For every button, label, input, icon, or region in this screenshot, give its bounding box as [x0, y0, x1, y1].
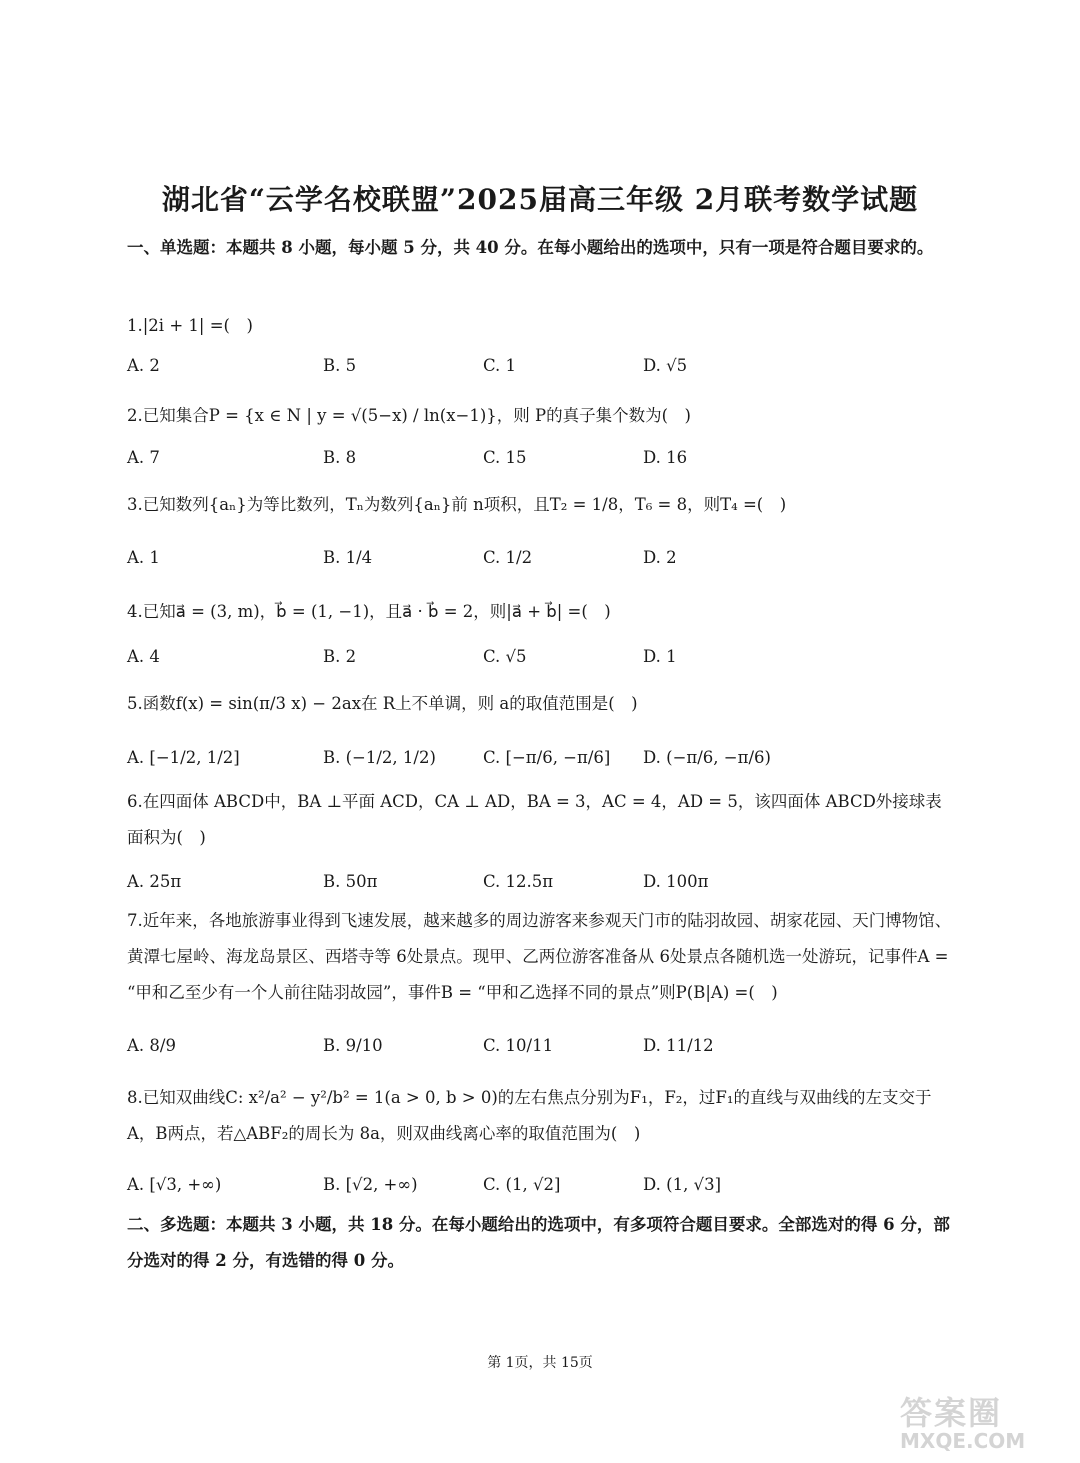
option-b: B. 1/4 — [323, 548, 373, 567]
option-c: C. 10/11 — [483, 1036, 554, 1055]
watermark-url: MXQE.COM — [900, 1429, 1026, 1453]
option-d: D. 100π — [643, 872, 709, 891]
option-a: A. 4 — [127, 647, 160, 666]
question-8-options — [127, 1167, 957, 1203]
option-a: A. 1 — [127, 548, 160, 567]
option-a: A. [√3, +∞) — [127, 1175, 222, 1194]
option-a: A. 7 — [127, 448, 160, 467]
page-title: 湖北省“云学名校联盟”2025届高三年级 2月联考数学试题 — [161, 183, 919, 216]
option-b: B. 5 — [323, 356, 357, 375]
question-3-options — [127, 540, 957, 576]
option-d: D. 2 — [643, 548, 677, 567]
option-b: B. 8 — [323, 448, 357, 467]
option-a: A. 8/9 — [127, 1036, 176, 1055]
question-6-options — [127, 864, 957, 900]
option-c: C. [−π/6, −π/6] — [483, 748, 611, 767]
page-footer: 第 1页，共 15页 — [487, 1355, 593, 1371]
option-d: D. (1, √3] — [643, 1175, 722, 1194]
question-7: 7.近年来，各地旅游事业得到飞速发展，越来越多的周边游客来参观天门市的陆羽故园、胡家花园、天门博物馆、黄潭七屋岭、海龙岛景区、西塔寺等 6处景点。现甲、乙两位游客准备从 6处景点各随机选一处游玩，记事件A = “甲和乙至少有一个人前往陆羽故园”，事件B = “甲和乙选择不同的景点”则P(B|A) =( ) — [127, 911, 952, 1002]
option-c: C. √5 — [483, 647, 527, 666]
option-c: C. 15 — [483, 448, 527, 467]
question-5-options — [127, 740, 957, 776]
option-d: D. √5 — [643, 356, 688, 375]
option-a: A. 2 — [127, 356, 160, 375]
question-5: 5.函数f(x) = sin(π/3 x) − 2ax在 R上不单调，则 a的取值范围是( ) — [127, 694, 638, 713]
option-c: C. 12.5π — [483, 872, 554, 891]
option-c: C. (1, √2] — [483, 1175, 561, 1194]
option-c: C. 1 — [483, 356, 517, 375]
question-7-options — [127, 1028, 957, 1064]
option-b: B. 2 — [323, 647, 357, 666]
question-1: 1.|2i + 1| =( ) — [127, 316, 253, 335]
option-d: D. 1 — [643, 647, 677, 666]
question-4-options — [127, 639, 957, 675]
option-b: B. [√2, +∞) — [323, 1175, 418, 1194]
option-b: B. 9/10 — [323, 1036, 383, 1055]
question-6: 6.在四面体 ABCD中，BA ⊥平面 ACD，CA ⊥ AD，BA = 3，AC = 4，AD = 5，该四面体 ABCD外接球表面积为( ) — [127, 792, 942, 847]
option-d: D. 11/12 — [643, 1036, 714, 1055]
option-d: D. (−π/6, −π/6) — [643, 748, 771, 767]
option-d: D. 16 — [643, 448, 688, 467]
section-heading-multiple-choice: 二、多选题：本题共 3 小题，共 18 分。在每小题给出的选项中，有多项符合题目要求。全部选对的得 6 分，部分选对的得 2 分，有选错的得 0 分。 — [127, 1215, 950, 1270]
question-3: 3.已知数列{aₙ}为等比数列，Tₙ为数列{aₙ}前 n项积，且T₂ = 1/8，T₆ = 8，则T₄ =( ) — [127, 495, 787, 514]
option-b: B. 50π — [323, 872, 378, 891]
option-a: A. [−1/2, 1/2] — [127, 748, 240, 767]
question-2-options — [127, 440, 957, 476]
question-2: 2.已知集合P = {x ∈ N | y = √(5−x) / ln(x−1)}，则 P的真子集个数为( ) — [127, 406, 691, 425]
question-1-options — [127, 348, 957, 384]
option-a: A. 25π — [127, 872, 182, 891]
section-heading-single-choice: 一、单选题：本题共 8 小题，每小题 5 分，共 40 分。在每小题给出的选项中，只有一项是符合题目要求的。 — [127, 238, 934, 257]
question-8: 8.已知双曲线C: x²/a² − y²/b² = 1(a > 0, b > 0)的左右焦点分别为F₁，F₂，过F₁的直线与双曲线的左支交于 A，B两点，若△ABF₂的周长为 8a，则双曲线离心率的取值范围为( ) — [127, 1088, 932, 1143]
question-4: 4.已知a⃗ = (3, m)，b⃗ = (1, −1)，且a⃗ · b⃗ = 2，则|a⃗ + b⃗| =( ) — [127, 602, 611, 621]
option-c: C. 1/2 — [483, 548, 533, 567]
watermark — [900, 1395, 1070, 1455]
watermark-logo: 答案圈 — [900, 1394, 1003, 1432]
option-b: B. (−1/2, 1/2) — [323, 748, 436, 767]
